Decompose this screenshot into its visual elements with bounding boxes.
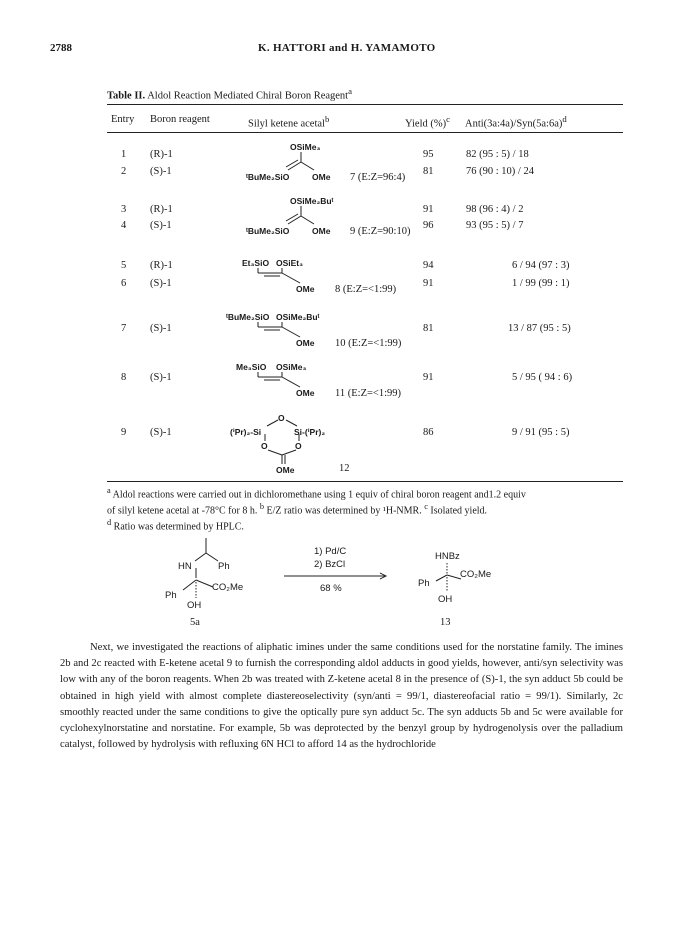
s12-bottom: OMe (276, 465, 295, 475)
s11-top: OSiMe₃ (276, 362, 307, 372)
cell-ratio: 5 / 95 ( 94 : 6) (512, 372, 573, 383)
cell-ratio: 93 (95 : 5) / 7 (466, 220, 524, 231)
cell-reagent: (R)-1 (150, 260, 173, 271)
cell-yield: 81 (423, 323, 434, 334)
s11-right: OMe (296, 388, 315, 398)
cell-entry: 4 (121, 220, 127, 231)
footnote-d: $^d$ Ratio was determined by HPLC. (107, 518, 244, 533)
col-header-ratio: Anti(3a:4a)/Syn(5a:6a)$^d$ (465, 114, 567, 130)
13-oh: OH (438, 594, 453, 605)
cell-reagent: (S)-1 (150, 166, 172, 177)
cell-yield: 91 (423, 372, 434, 383)
cell-yield: 96 (423, 220, 434, 231)
s9-right: OMe (312, 226, 331, 236)
s7-label: 7 (E:Z=96:4) (350, 172, 406, 183)
s11-left: Me₃SiO (236, 362, 267, 372)
s12-label: 12 (339, 463, 350, 474)
s9-label: 9 (E:Z=90:10) (350, 226, 411, 237)
cell-reagent: (R)-1 (150, 204, 173, 215)
s9-top: OSiMe₂Buᵗ (290, 196, 334, 206)
s10-left: ᵗBuMe₂SiO (226, 312, 270, 322)
condition-step2: 2) BzCl (314, 559, 346, 570)
5a-ph-top: Ph (218, 561, 230, 572)
running-head: K. HATTORI and H. YAMAMOTO (258, 42, 436, 54)
s12-ring-o: O (278, 413, 285, 423)
5a-oh: OH (187, 600, 202, 611)
cell-ratio: 98 (96 : 4) / 2 (466, 204, 524, 215)
s7-left: ᵗBuMe₂SiO (246, 172, 290, 182)
cell-ratio: 9 / 91 (95 : 5) (512, 427, 570, 438)
s12-o1: O (261, 441, 268, 451)
cell-yield: 95 (423, 149, 434, 160)
cell-reagent: (S)-1 (150, 278, 172, 289)
5a-ph-left: Ph (165, 590, 177, 601)
cell-entry: 8 (121, 372, 127, 383)
cell-ratio: 13 / 87 (95 : 5) (508, 323, 571, 334)
cell-yield: 86 (423, 427, 434, 438)
footnote-a: $^a$ Aldol reactions were carried out in dichloromethane using 1 equiv of chiral boron reagent and1.2 equiv (107, 486, 526, 501)
col-header-entry: Entry (111, 114, 135, 125)
s8-right: OMe (296, 284, 315, 294)
cell-entry: 3 (121, 204, 127, 215)
cell-reagent: (S)-1 (150, 323, 172, 334)
s8-top: OSiEt₃ (276, 258, 304, 268)
cell-reagent: (R)-1 (150, 149, 173, 160)
s9-left: ᵗBuMe₂SiO (246, 226, 290, 236)
s8-left: Et₃SiO (242, 258, 270, 268)
cell-yield: 81 (423, 166, 434, 177)
s8-label: 8 (E:Z=<1:99) (335, 284, 397, 295)
13-ester: CO₂Me (460, 569, 492, 580)
cell-reagent: (S)-1 (150, 220, 172, 231)
table-caption-text: Aldol Reaction Mediated Chiral Boron Reagent (147, 90, 349, 102)
cell-yield: 91 (423, 278, 434, 289)
5a-ester: CO₂Me (212, 582, 244, 593)
cell-entry: 6 (121, 278, 127, 289)
cell-reagent: (S)-1 (150, 372, 172, 383)
s12-left: (ⁱPr)₂-Si (230, 427, 262, 437)
condition-step1: 1) Pd/C (314, 546, 347, 557)
cell-entry: 9 (121, 427, 127, 438)
table-caption-sup: a (348, 86, 352, 96)
footnote-a-cont: of silyl ketene acetal at -78°C for 8 h. $^b$ E/Z ratio was determined by ¹H-NMR. $^c$ Isolated yield. (107, 502, 488, 517)
cell-yield: 94 (423, 260, 434, 271)
cell-ratio: 82 (95 : 5) / 18 (466, 149, 529, 160)
cell-entry: 7 (121, 323, 127, 334)
s7-right: OMe (312, 172, 331, 182)
cell-ratio: 1 / 99 (99 : 1) (512, 278, 570, 289)
body-paragraph: Next, we investigated the reactions of aliphatic imines under the same conditions used for the norstatine family. The imines 2b and 2c reacted with E-ketene acetal 9 to furnish the corresponding aldol adducts in good yields, however, anti/syn selectivity was low with any of the boron reagents. When 2b was treated with Z-ketene acetal 8 in the presence of (S)-1, the syn adduct 5b could be obtained in high yield with almost complete diastereoselectivity (syn/anti = 99/1, diastereofacial ratio = 99/1). Similarly, 2c smoothly reacted under the same conditions to give the optically pure syn adduct 5c. The syn adducts 5b and 5c were available for cyclohexylnorstatine and norstatine. For example, 5b was deprotected by the benzyl group by hydrogenolysis over the palladium catalyst, followed by hydrolysis with refluxing 6N HCl to afford 14 as the hydrochloride (60, 642, 623, 751)
5a-hn: HN (178, 561, 192, 572)
table-caption-label: Table II. (107, 90, 146, 102)
s10-right: OMe (296, 338, 315, 348)
5a-label: 5a (190, 617, 200, 628)
cell-entry: 5 (121, 260, 127, 271)
page-number: 2788 (50, 42, 72, 54)
13-ph: Ph (418, 578, 430, 589)
cell-entry: 2 (121, 166, 127, 177)
13-label: 13 (440, 617, 451, 628)
s7-top: OSiMe₃ (290, 142, 321, 152)
body-paragraph-container (60, 640, 623, 753)
cell-reagent: (S)-1 (150, 427, 172, 438)
s10-label: 10 (E:Z=<1:99) (335, 338, 402, 349)
s11-label: 11 (E:Z=<1:99) (335, 388, 401, 399)
col-header-yield: Yield (%)$^c$ (405, 114, 451, 130)
13-hnbz: HNBz (435, 551, 460, 562)
col-header-reagent: Boron reagent (150, 114, 210, 125)
col-header-acetal: Silyl ketene acetal$^b$ (248, 114, 330, 130)
s10-top: OSiMe₂Buᵗ (276, 312, 320, 322)
condition-yield: 68 % (320, 583, 342, 594)
cell-ratio: 76 (90 : 10) / 24 (466, 166, 534, 177)
s12-right: Si-(ⁱPr)₂ (294, 427, 326, 437)
cell-entry: 1 (121, 149, 127, 160)
s12-o2: O (295, 441, 302, 451)
cell-ratio: 6 / 94 (97 : 3) (512, 260, 570, 271)
cell-yield: 91 (423, 204, 434, 215)
